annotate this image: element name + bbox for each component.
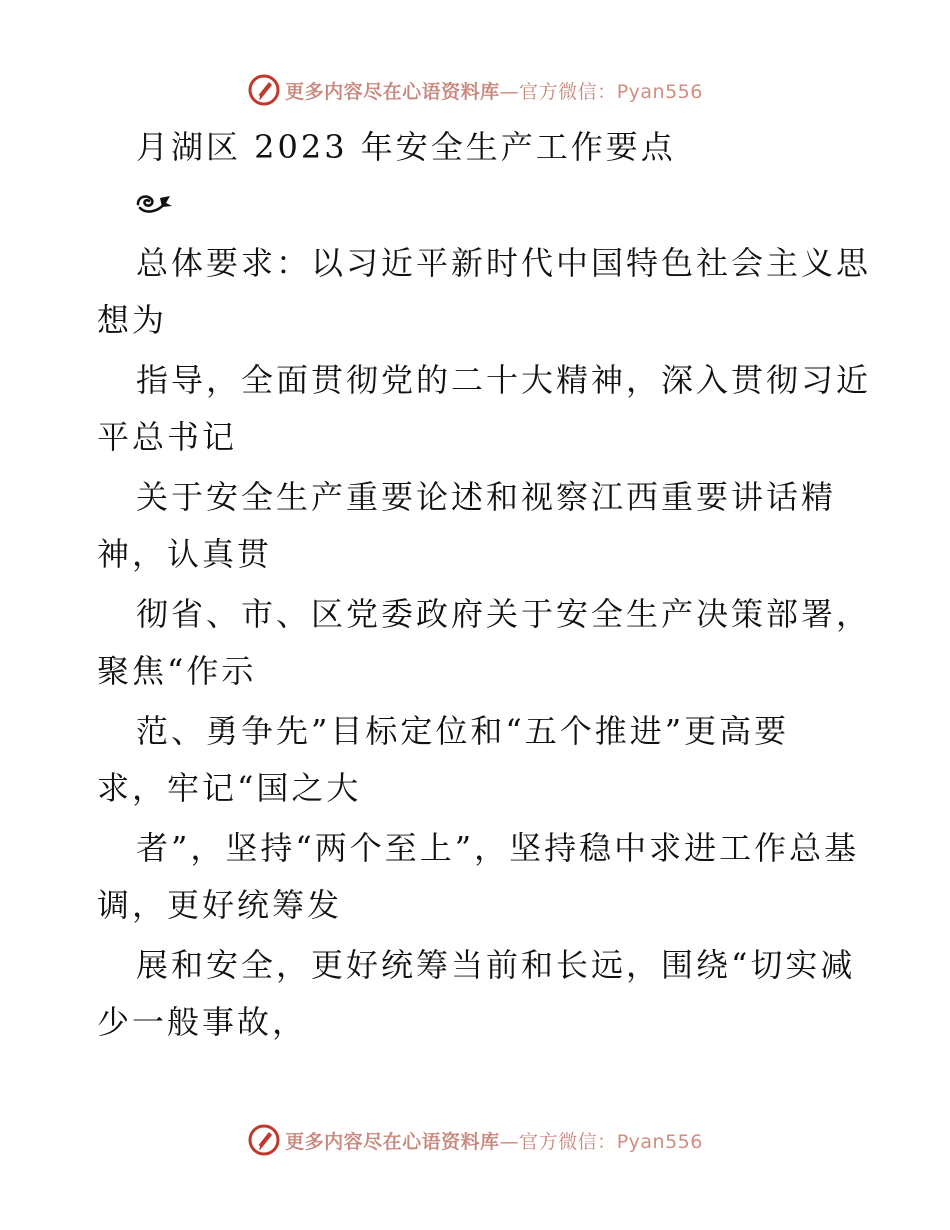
body-line: 范、勇争先”目标定位和“五个推进”更高要 xyxy=(136,712,790,750)
body-line: 总体要求：以习近平新时代中国特色社会主义思 xyxy=(136,244,872,282)
body-line: 聚焦“作示 xyxy=(97,652,257,690)
body-line: 指导，全面贯彻党的二十大精神，深入贯彻习近 xyxy=(136,361,872,399)
fleuron-ornament-icon xyxy=(134,190,174,216)
body-line: 调，更好统筹发 xyxy=(97,886,343,924)
body-line: 平总书记 xyxy=(97,418,238,456)
pen-logo-icon xyxy=(247,1123,281,1157)
footer-banner-dash: — xyxy=(499,1130,520,1153)
header-banner-main: 更多内容尽在心语资料库 xyxy=(285,80,500,103)
footer-banner-sub: 官方微信： xyxy=(519,1130,617,1153)
body-line: 想为 xyxy=(97,301,168,339)
body-line: 者”，坚持“两个至上”，坚持稳中求进工作总基 xyxy=(136,829,860,867)
body-line: 求，牢记“国之大 xyxy=(97,769,362,807)
footer-banner-id: Pyan556 xyxy=(616,1130,703,1153)
header-banner-sub: 官方微信： xyxy=(519,80,617,103)
footer-banner-text xyxy=(285,1127,703,1154)
header-banner xyxy=(0,68,950,112)
body-line: 展和安全，更好统筹当前和长远，围绕“切实减 xyxy=(136,946,856,984)
document-title: 月湖区 2023 年安全生产工作要点 xyxy=(136,128,676,166)
body-line: 彻省、市、区党委政府关于安全生产决策部署， xyxy=(136,595,872,633)
body-line: 关于安全生产重要论述和视察江西重要讲话精 xyxy=(136,478,837,516)
header-banner-dash: — xyxy=(499,80,520,103)
body-line: 神，认真贯 xyxy=(97,535,273,573)
header-banner-id: Pyan556 xyxy=(616,80,703,103)
body-line: 少一般事故， xyxy=(97,1003,308,1041)
pen-logo-icon xyxy=(247,73,281,107)
footer-banner xyxy=(0,1118,950,1162)
header-banner-text xyxy=(285,77,703,104)
footer-banner-main: 更多内容尽在心语资料库 xyxy=(285,1130,500,1153)
